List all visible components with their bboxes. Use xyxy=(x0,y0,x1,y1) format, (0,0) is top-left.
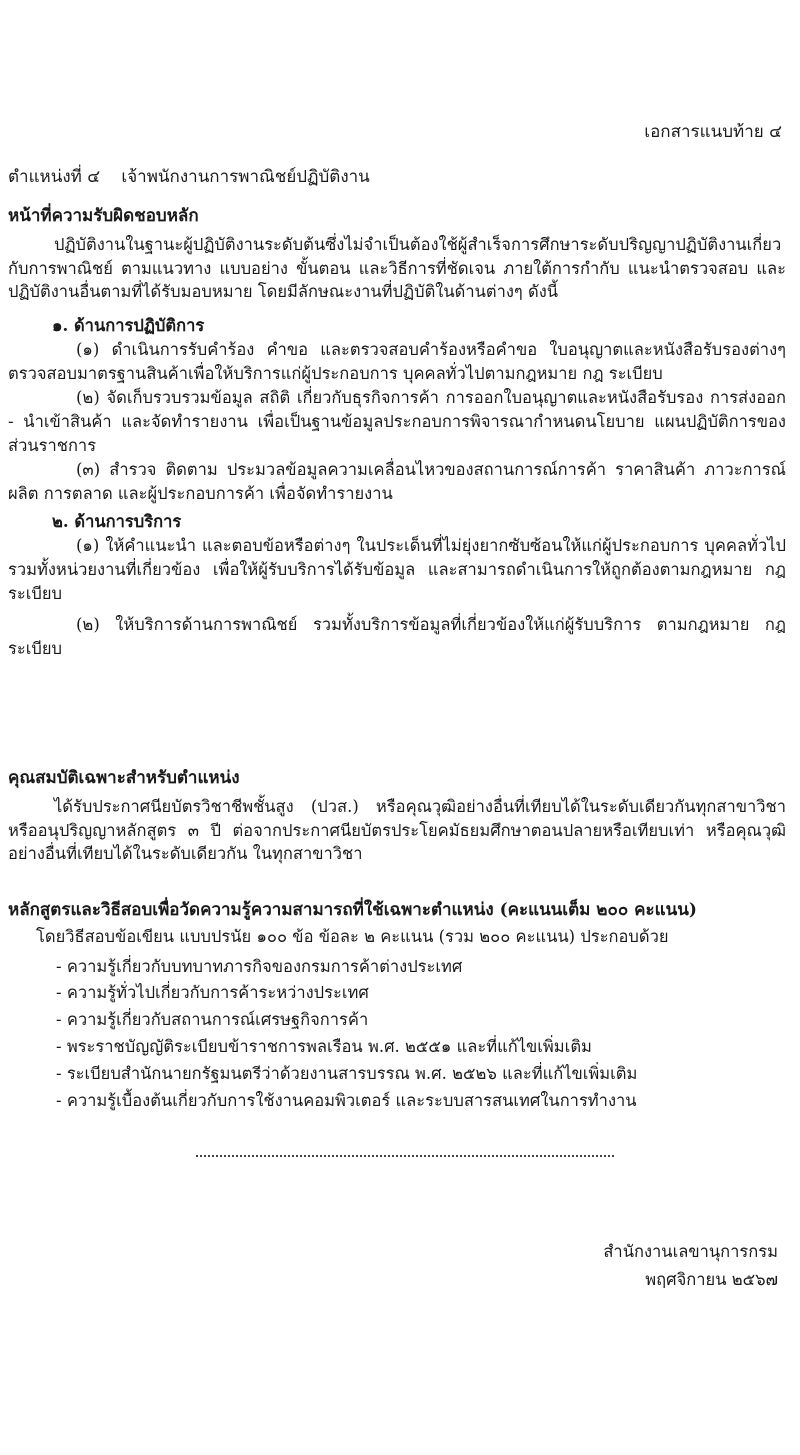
exam-topic: - ความรู้ทั่วไปเกี่ยวกับการค้าระหว่างประเทศ xyxy=(56,983,369,1003)
position-title: เจ้าพนักงานการพาณิชย์ปฏิบัติงาน xyxy=(121,167,370,187)
exam-section xyxy=(8,898,786,1116)
attachment-label: เอกสารแนบท้าย ๔ xyxy=(644,122,782,142)
footer-date: พฤศจิกายน ๒๕๖๗ xyxy=(645,1270,778,1290)
operations-item-3: (๓) สำรวจ ติดตาม ประมวลข้อมูลความเคลื่อนไหวของสถานการณ์การค้า ราคาสินค้า ภาวะการณ์ผลิต การตลาด และผู้ประกอบการค้า เพื่อจัดทำรายงาน xyxy=(8,459,786,503)
exam-topic-list xyxy=(8,955,786,1114)
services-item-1: (๑) ให้คำแนะนำ และตอบข้อหรือต่างๆ ในประเด็นที่ไม่ยุ่งยากซับซ้อนให้แก่ผู้ประกอบการ บุคคลทั่วไป รวมทั้งหน่วยงานที่เกี่ยวข้อง เพื่อให้ผู้รับบริการได้รับข้อมูล และสามารถดำเนินการให้ถูกต้องตามกฎหมาย กฎ ระเบียบ xyxy=(8,535,786,603)
exam-topic: - ความรู้เบื้องต้นเกี่ยวกับการใช้งานคอมพิวเตอร์ และระบบสารสนเทศในการทำงาน xyxy=(56,1091,637,1111)
section-operations-title: ๑. ด้านการปฏิบัติการ xyxy=(52,316,205,336)
qualifications-text: ได้รับประกาศนียบัตรวิชาชีพชั้นสูง (ปวส.) หรือคุณวุฒิอย่างอื่นที่เทียบได้ในระดับเดียวกันทุกสาขาวิชา หรืออนุปริญญาหลักสูตร ๓ ปี ต่อจากประกาศนียบัตรประโยคมัธยมศึกษาตอนปลายหรือเทียบเท่า หรือคุณวุฒิอย่างอื่นที่เทียบได้ในระดับเดียวกัน ในทุกสาขาวิชา xyxy=(8,796,786,864)
position-number: ตำแหน่งที่ ๔ xyxy=(8,167,101,187)
exam-score-note: (คะแนนเต็ม ๒๐๐ คะแนน) xyxy=(499,900,697,920)
services-item-2: (๒) ให้บริการด้านการพาณิชย์ รวมทั้งบริการข้อมูลที่เกี่ยวข้องให้แก่ผู้รับบริการ ตามกฎหมาย กฎ ระเบียบ xyxy=(8,615,786,659)
qualifications-section xyxy=(8,766,786,866)
exam-topic: - ความรู้เกี่ยวกับสถานการณ์เศรษฐกิจการค้า xyxy=(56,1010,369,1030)
position-line xyxy=(8,165,370,190)
exam-topic: - ระเบียบสำนักนายกรัฐมนตรีว่าด้วยงานสารบรรณ พ.ศ. ๒๕๒๖ และที่แก้ไขเพิ่มเติม xyxy=(56,1064,638,1084)
operations-item-2: (๒) จัดเก็บรวบรวมข้อมูล สถิติ เกี่ยวกับธุรกิจการค้า การออกใบอนุญาตและหนังสือรับรอง การส่งออก - นำเข้าสินค้า และจัดทำรายงาน เพื่อเป็นฐานข้อมูลประกอบการพิจารณากำหนดนโยบาย แผนปฏิบัติการของส่วนราชการ xyxy=(8,388,786,456)
footer-signature xyxy=(603,1238,778,1294)
qualifications-heading: คุณสมบัติเฉพาะสำหรับตำแหน่ง xyxy=(8,768,240,788)
exam-heading-line xyxy=(8,898,786,923)
dotted-divider xyxy=(196,1155,614,1157)
duties-heading: หน้าที่ความรับผิดชอบหลัก xyxy=(8,206,199,226)
exam-heading: หลักสูตรและวิธีสอบเพื่อวัดความรู้ความสามารถที่ใช้เฉพาะตำแหน่ง xyxy=(8,900,494,920)
exam-intro: โดยวิธีสอบข้อเขียน แบบปรนัย ๑๐๐ ข้อ ข้อละ ๒ คะแนน (รวม ๒๐๐ คะแนน) ประกอบด้วย xyxy=(36,926,669,946)
duties-section xyxy=(8,204,786,661)
operations-item-1: (๑) ดำเนินการรับคำร้อง คำขอ และตรวจสอบคำร้องหรือคำขอ ใบอนุญาตและหนังสือรับรองต่างๆ ตรวจสอบมาตรฐานสินค้าเพื่อให้บริการแก่ผู้ประกอบการ บุคคลทั่วไปตามกฎหมาย กฎ ระเบียบ xyxy=(8,340,786,384)
exam-topic: - พระราชบัญญัติระเบียบข้าราชการพลเรือน พ.ศ. ๒๕๕๑ และที่แก้ไขเพิ่มเติม xyxy=(56,1037,592,1057)
duties-intro: ปฏิบัติงานในฐานะผู้ปฏิบัติงานระดับต้นซึ่งไม่จำเป็นต้องใช้ผู้สำเร็จการศึกษาระดับปริญญาปฏิบัติงานเกี่ยวกับการพาณิชย์ ตามแนวทาง แบบอย่าง ขั้นตอน และวิธีการที่ชัดเจน ภายใต้การกำกับ แนะนำตรวจสอบ และปฏิบัติงานอื่นตามที่ได้รับมอบหมาย โดยมีลักษณะงานที่ปฏิบัติในด้านต่างๆ ดังนี้ xyxy=(8,234,786,302)
footer-office: สำนักงานเลขานุการกรม xyxy=(603,1242,778,1261)
section-services-title: ๒. ด้านการบริการ xyxy=(52,511,182,531)
exam-topic: - ความรู้เกี่ยวกับบทบาทภารกิจของกรมการค้าต่างประเทศ xyxy=(56,956,463,976)
